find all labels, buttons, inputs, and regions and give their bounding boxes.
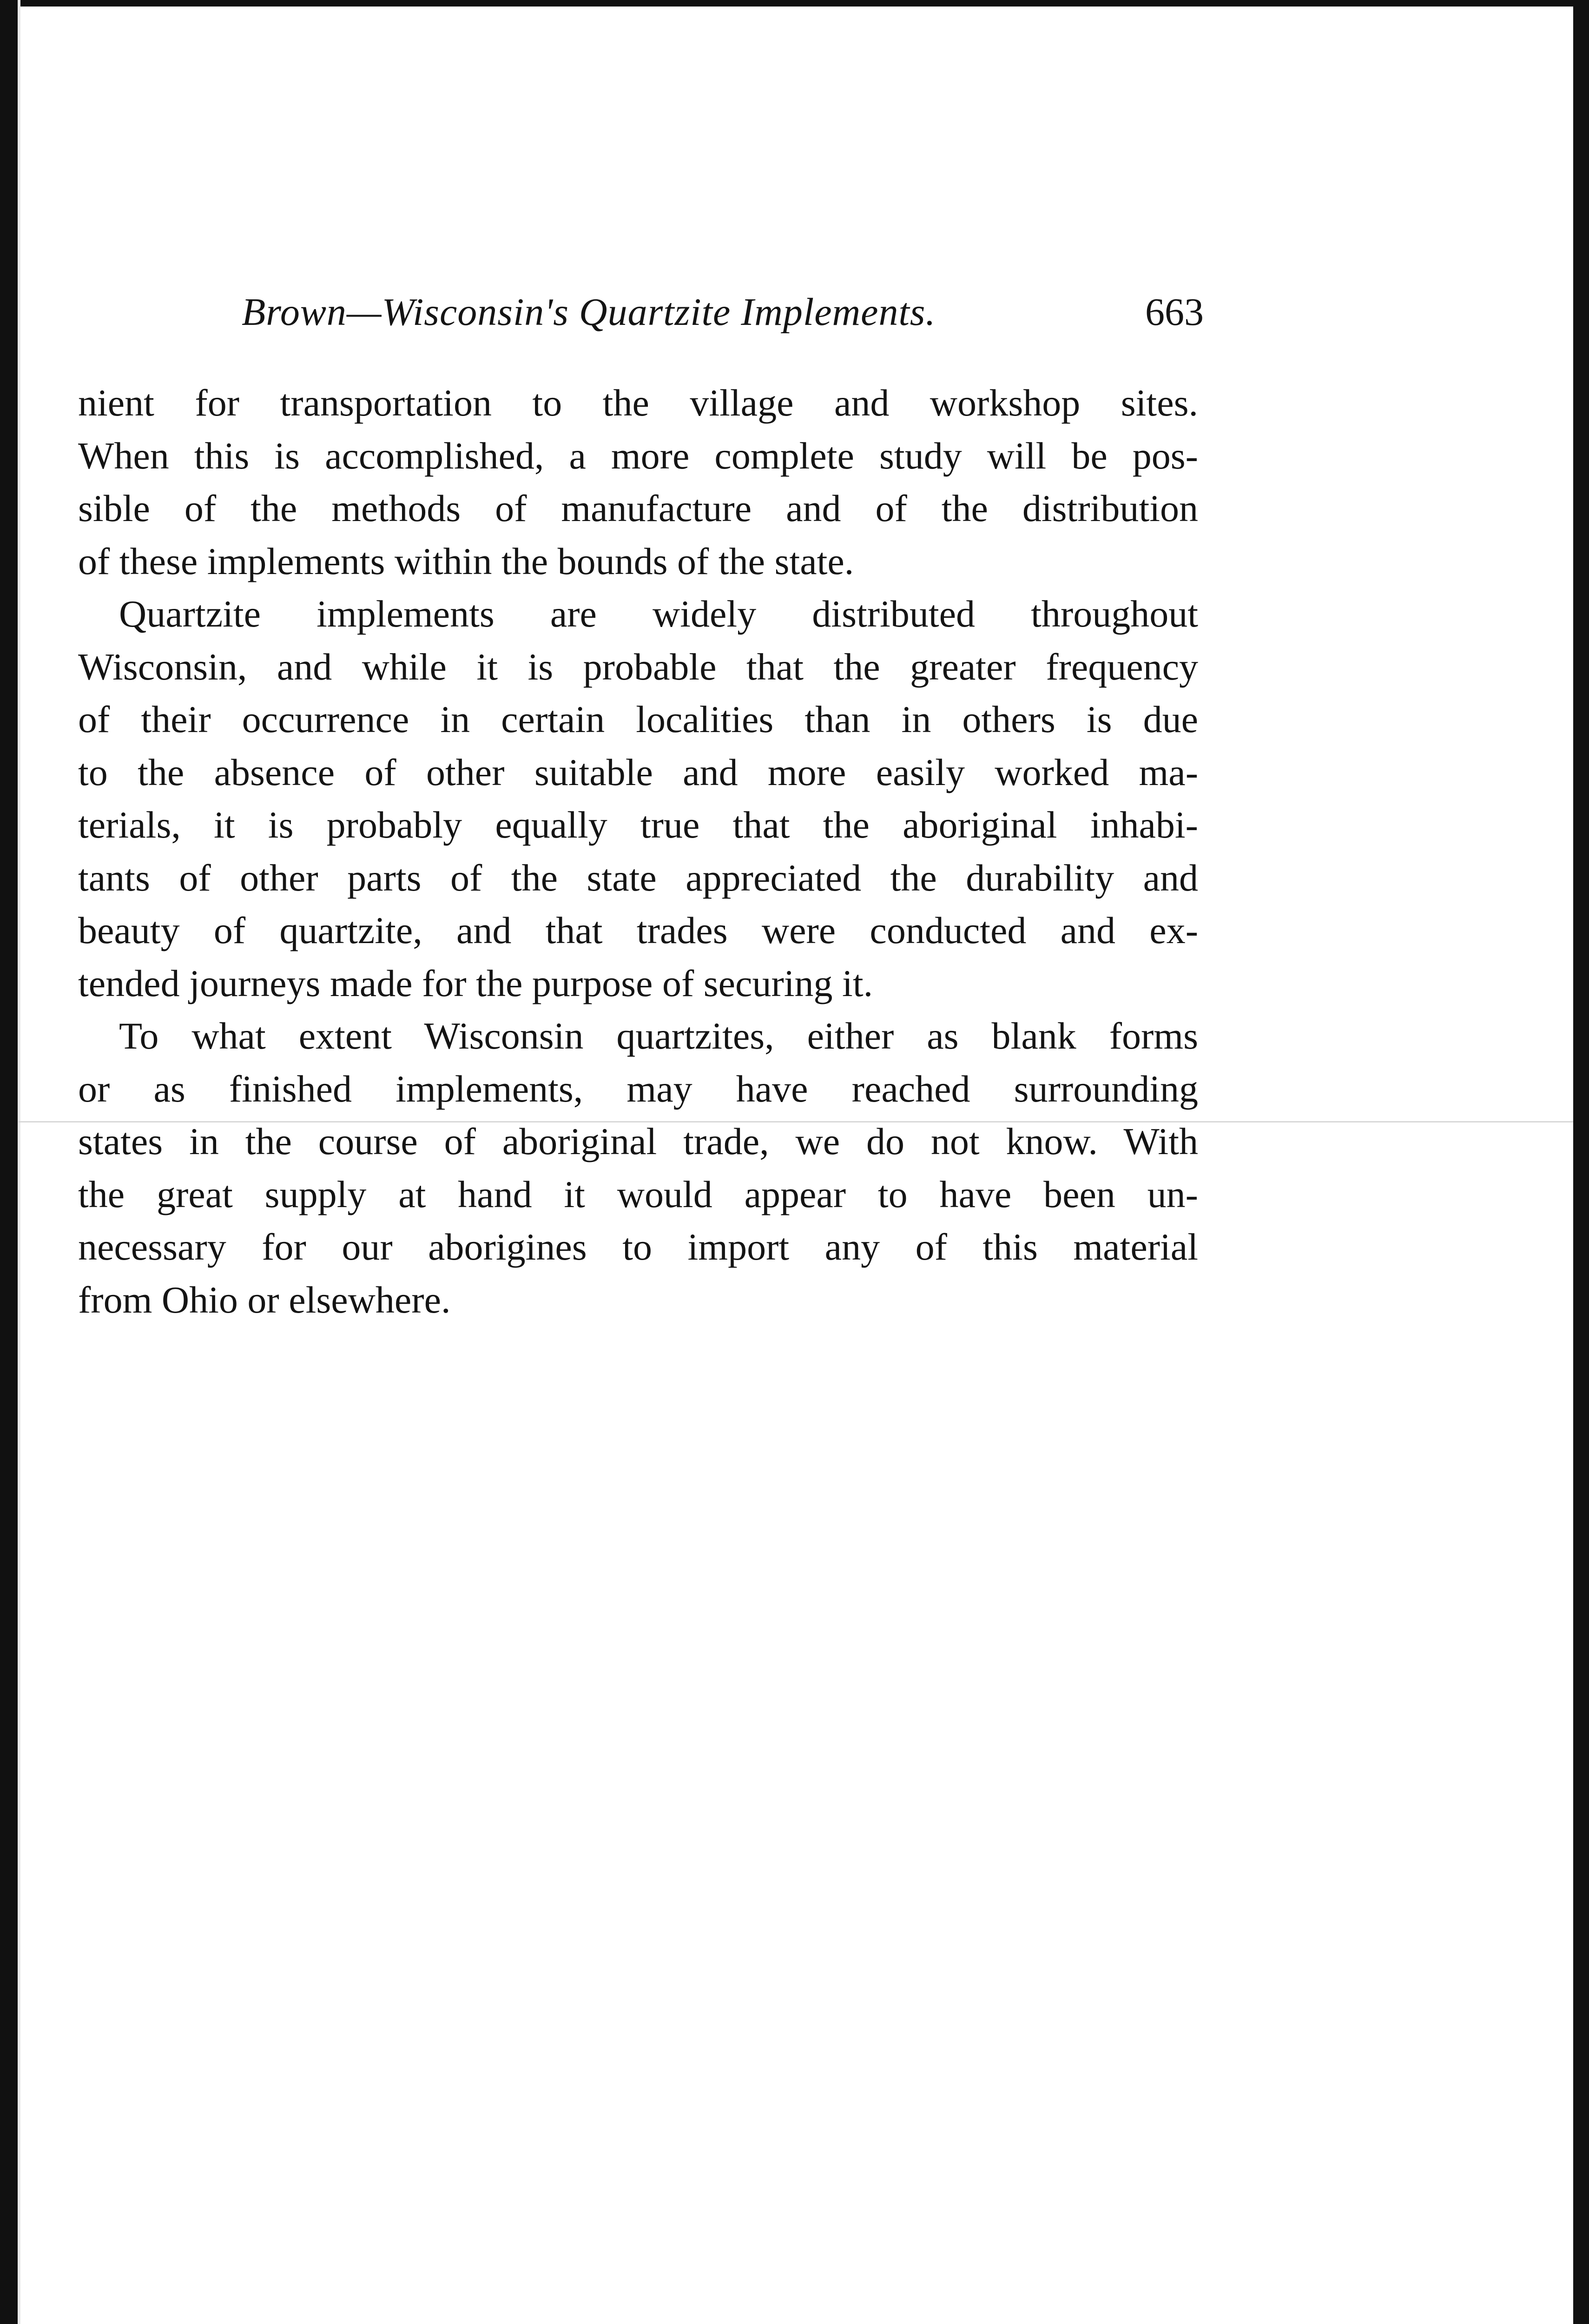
text-line: of these implements within the bounds of the state. xyxy=(78,540,854,582)
text-line: of their occurrence in certain localities than in others is due xyxy=(78,698,1198,740)
paragraph-3 xyxy=(78,1010,1198,1326)
text-line: When this is accomplished, a more complete study will be pos- xyxy=(78,434,1198,477)
text-line: to the absence of other suitable and more easily worked ma- xyxy=(78,751,1198,793)
text-line: sible of the methods of manufacture and of the distribution xyxy=(78,487,1198,529)
text-line: Wisconsin, and while it is probable that the greater frequency xyxy=(78,645,1198,688)
paragraph-1 xyxy=(78,376,1198,588)
text-line: To what extent Wisconsin quartzites, either as blank forms xyxy=(119,1015,1198,1057)
text-line: tended journeys made for the purpose of securing it. xyxy=(78,962,873,1004)
body-text xyxy=(78,376,1198,1326)
text-line: from Ohio or elsewhere. xyxy=(78,1278,451,1321)
text-line: tants of other parts of the state appreciated the durability and xyxy=(78,856,1198,899)
scan-shadow-left xyxy=(18,0,20,2324)
text-line: states in the course of aboriginal trade, we do not know. With xyxy=(78,1120,1198,1162)
scan-border-top xyxy=(0,0,1589,7)
scan-border-left xyxy=(0,0,18,2324)
text-line: or as finished implements, may have reached surrounding xyxy=(78,1067,1198,1110)
scan-border-right xyxy=(1573,0,1589,2324)
running-head-title: Brown—Wisconsin's Quartzite Implements. xyxy=(242,290,936,334)
text-line: beauty of quartzite, and that trades were conducted and ex- xyxy=(78,909,1198,951)
text-line: necessary for our aborigines to import any of this material xyxy=(78,1226,1198,1268)
text-line: the great supply at hand it would appear to have been un- xyxy=(78,1173,1198,1215)
text-line: Quartzite implements are widely distributed throughout xyxy=(119,593,1198,635)
text-line: nient for transportation to the village and workshop sites. xyxy=(78,382,1198,424)
paragraph-2 xyxy=(78,588,1198,1010)
text-line: terials, it is probably equally true that the aboriginal inhabi- xyxy=(78,804,1198,846)
page-number: 663 xyxy=(1145,290,1204,334)
